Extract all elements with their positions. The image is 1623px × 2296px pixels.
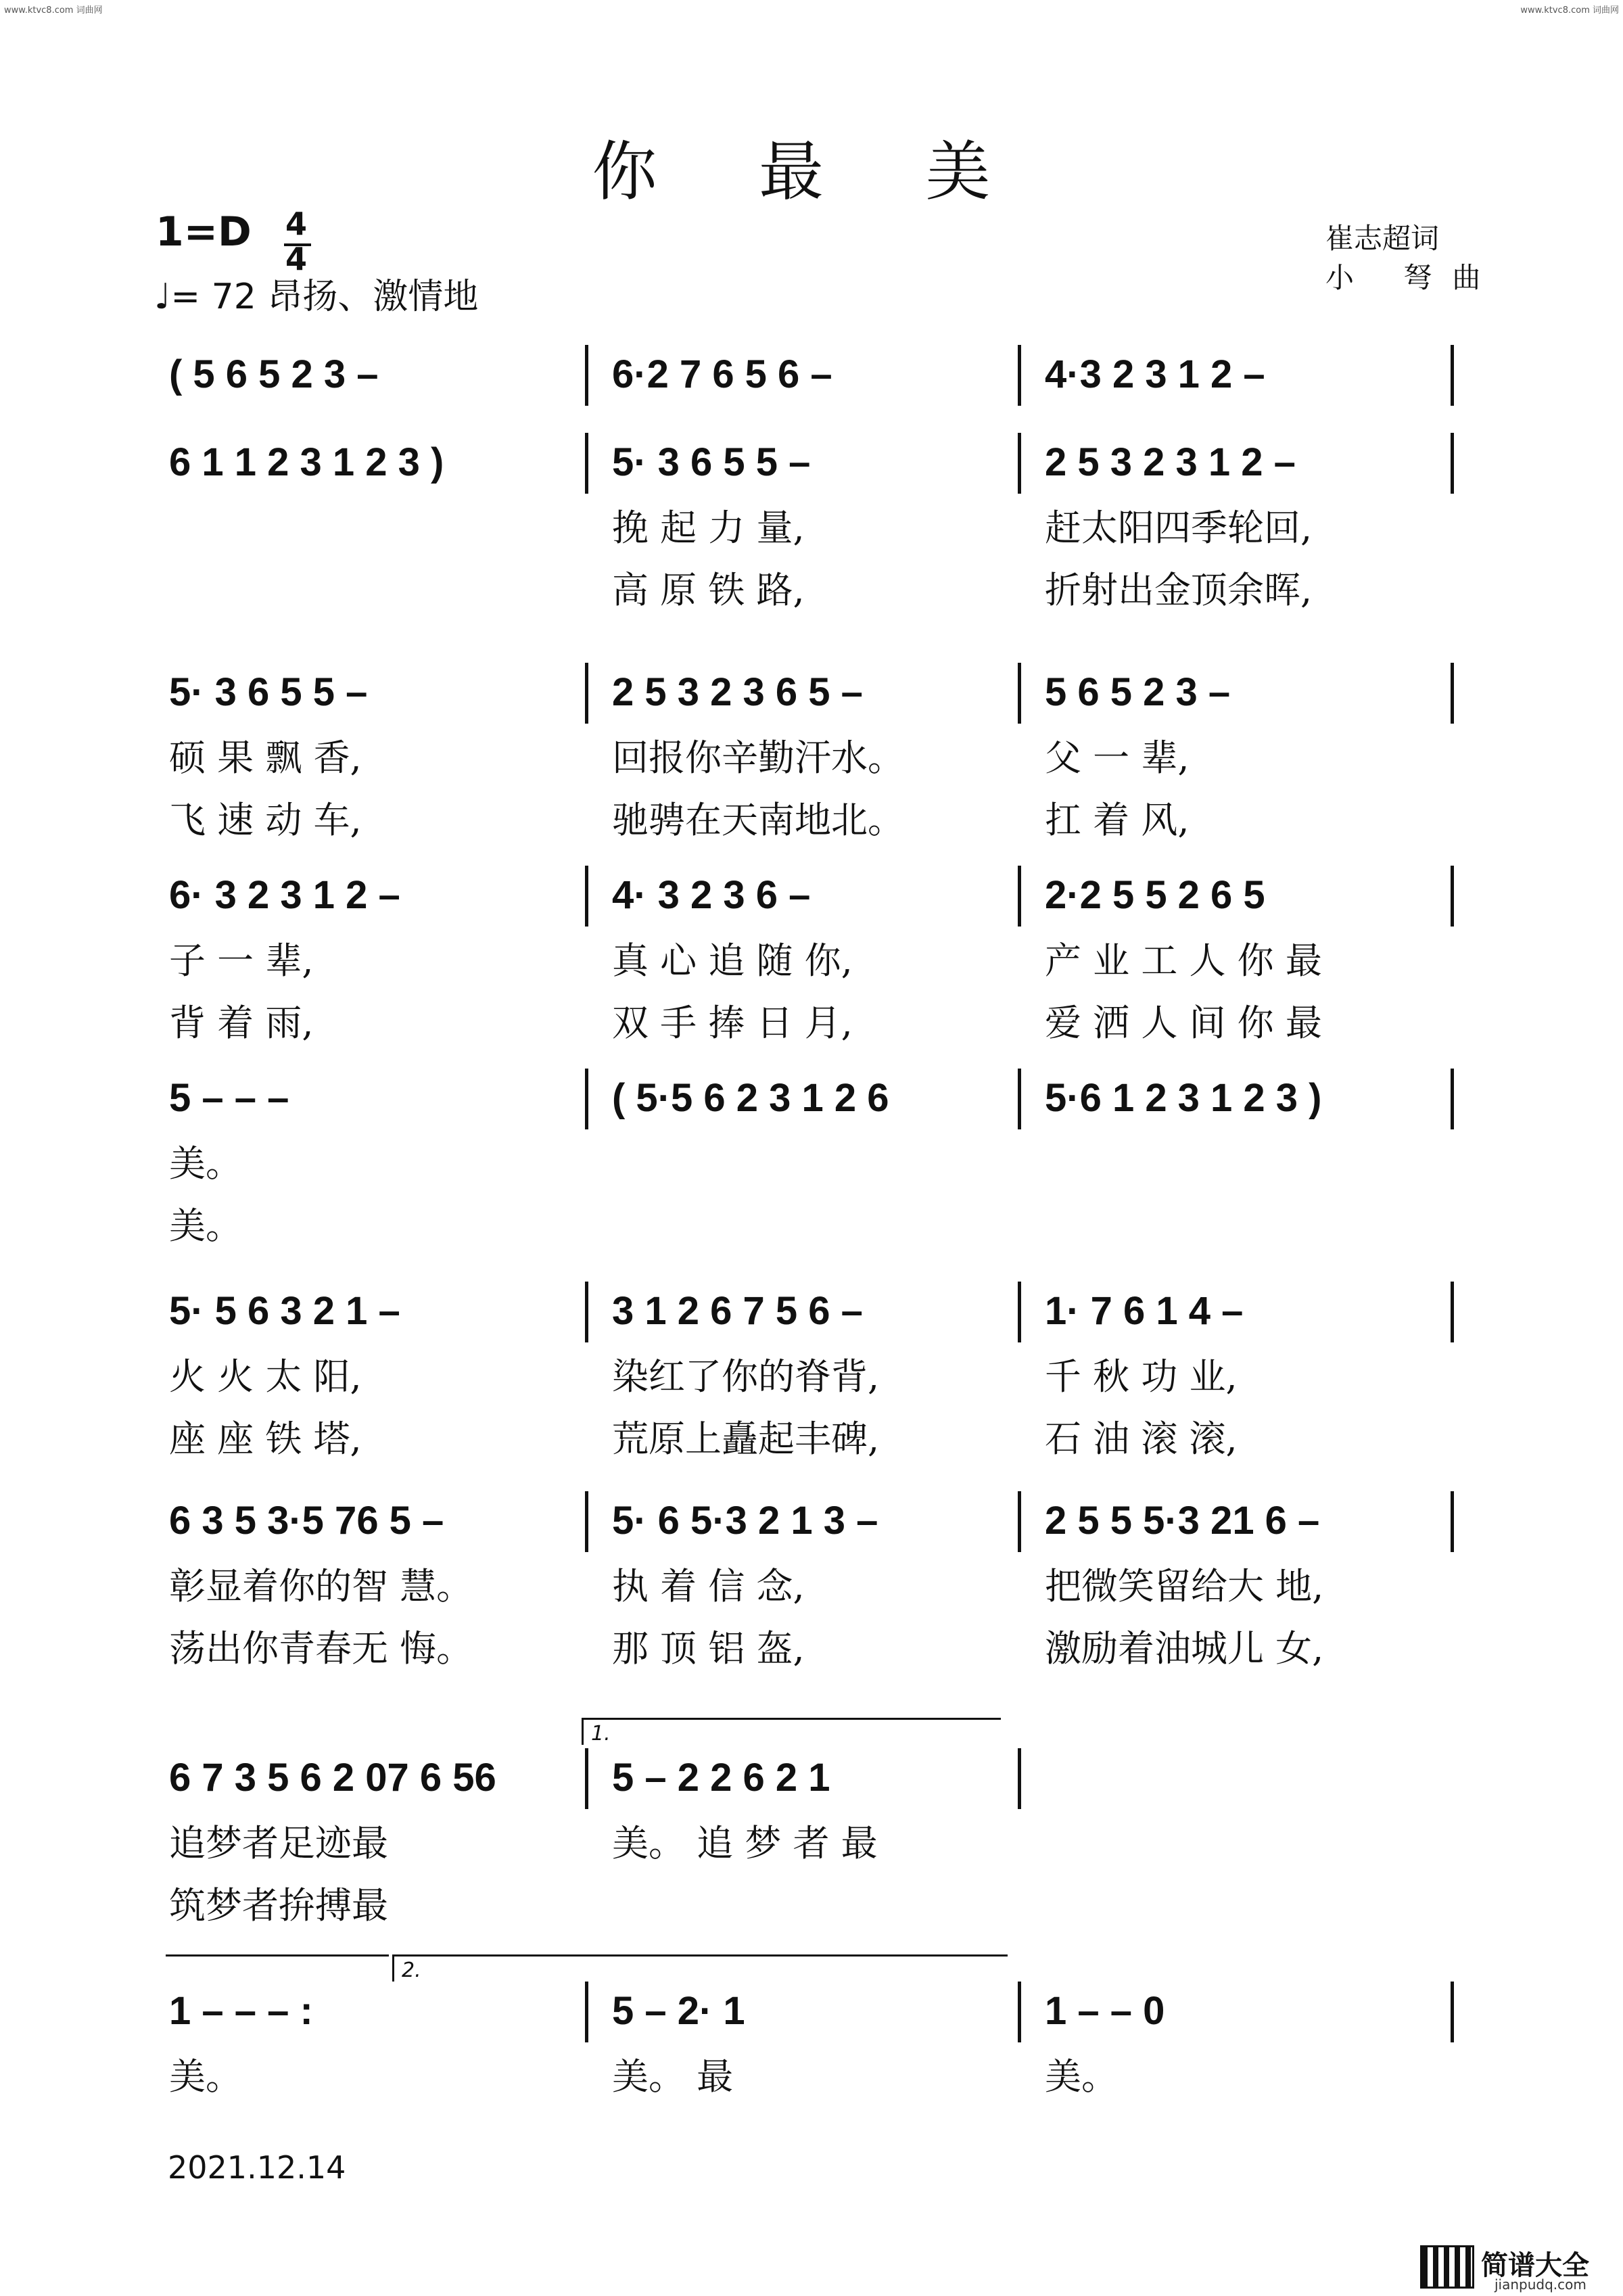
page-title: 你 最 美 xyxy=(592,134,1031,210)
barline xyxy=(1451,1491,1454,1552)
measure-notes: 5·6 1 2 3 1 2 3 ) xyxy=(1045,1076,1322,1120)
lyric-verse2: 筑梦者拚搏最 xyxy=(169,1884,388,1927)
measure-notes: 5· 6 5·3 2 1 3 – xyxy=(612,1499,878,1543)
lyric-verse2: 折射出金顶余晖, xyxy=(1045,569,1313,611)
measure-notes: 6 3 5 3·5 76 5 – xyxy=(169,1499,444,1543)
measure-notes: 2 5 3 2 3 6 5 – xyxy=(612,670,863,714)
ending-bracket-tick xyxy=(392,1954,394,1982)
lyric-verse2: 爱 洒 人 间 你 最 xyxy=(1045,1002,1322,1044)
ending-bracket xyxy=(582,1718,1001,1720)
barline xyxy=(585,866,588,927)
barline xyxy=(585,1982,588,2042)
measure-notes: 1 – – 0 xyxy=(1045,1989,1165,2033)
lyric-verse1: 追梦者足迹最 xyxy=(169,1822,388,1865)
measure-notes: 6·2 7 6 5 6 – xyxy=(612,352,832,396)
lyric-verse1: 硕 果 飘 香, xyxy=(169,736,362,779)
measure-notes: 3 1 2 6 7 5 6 – xyxy=(612,1289,863,1333)
barline xyxy=(1451,663,1454,724)
lyric-verse2: 荡出你青春无 悔。 xyxy=(169,1627,473,1670)
measure-notes: 4· 3 2 3 6 – xyxy=(612,873,811,917)
lyric-verse1: 挽 起 力 量, xyxy=(612,507,805,549)
ending-bracket-tick xyxy=(582,1718,584,1745)
barline xyxy=(1018,345,1021,406)
time-signature-bottom: 4 xyxy=(285,241,308,277)
barline xyxy=(1451,866,1454,927)
measure-notes: 6· 3 2 3 1 2 – xyxy=(169,873,400,917)
lyric-verse1: 彰显着你的智 慧。 xyxy=(169,1565,473,1608)
ending-number: 1. xyxy=(591,1722,611,1746)
lyric-verse2: 那 顶 铝 盔, xyxy=(612,1627,805,1670)
lyric-verse1: 染红了你的脊背, xyxy=(612,1355,880,1398)
lyric-verse2: 石 油 滚 滚, xyxy=(1045,1418,1238,1460)
lyric-verse1: 回报你辛勤汗水。 xyxy=(612,736,904,779)
measure-notes: 4·3 2 3 1 2 – xyxy=(1045,352,1265,396)
lyric-verse1: 产 业 工 人 你 最 xyxy=(1045,939,1322,982)
barline xyxy=(585,1748,588,1809)
measure-notes: 5· 3 6 5 5 – xyxy=(612,440,811,484)
measure-notes: 5 – 2 2 6 2 1 xyxy=(612,1756,830,1800)
lyric-verse2: 荒原上矗起丰碑, xyxy=(612,1418,880,1460)
barline xyxy=(1451,1282,1454,1342)
key-signature: 1=D xyxy=(156,208,252,256)
lyric-verse1: 美。 xyxy=(169,1142,242,1185)
lyric-verse2: 背 着 雨, xyxy=(169,1002,314,1044)
barline xyxy=(1018,663,1021,724)
lyric-verse1: 真 心 追 随 你, xyxy=(612,939,853,982)
barline xyxy=(1018,1748,1021,1809)
lyric-verse1: 火 火 太 阳, xyxy=(169,1355,362,1398)
lyric-verse1: 父 一 辈, xyxy=(1045,736,1190,779)
lyric-verse1: 千 秋 功 业, xyxy=(1045,1355,1238,1398)
measure-notes: 2 5 3 2 3 1 2 – xyxy=(1045,440,1296,484)
lyric-verse1: 美。 xyxy=(169,2055,242,2098)
lyric-verse1: 美。 xyxy=(1045,2055,1118,2098)
lyric-verse2: 座 座 铁 塔, xyxy=(169,1418,362,1460)
measure-notes: ( 5·5 6 2 3 1 2 6 xyxy=(612,1076,889,1120)
barline xyxy=(1018,1069,1021,1129)
barline xyxy=(1451,433,1454,494)
measure-notes: 5· 5 6 3 2 1 – xyxy=(169,1289,400,1333)
barline xyxy=(585,345,588,406)
lyric-verse2: 双 手 捧 日 月, xyxy=(612,1002,853,1044)
lyric-verse2: 驰骋在天南地北。 xyxy=(612,799,904,841)
barline xyxy=(585,1282,588,1342)
measure-notes: 6 7 3 5 6 2 07 6 56 xyxy=(169,1756,496,1800)
barline xyxy=(585,433,588,494)
measure-notes: 5· 3 6 5 5 – xyxy=(169,670,368,714)
measure-notes: 5 – – – xyxy=(169,1076,289,1120)
lyric-verse1: 把微笑留给大 地, xyxy=(1045,1565,1324,1608)
barline xyxy=(585,663,588,724)
ending-bracket xyxy=(166,1954,389,1957)
barline xyxy=(585,1491,588,1552)
barline xyxy=(1018,1491,1021,1552)
measure-notes: 6 1 1 2 3 1 2 3 ) xyxy=(169,440,444,484)
lyric-verse1: 美。 追 梦 者 最 xyxy=(612,1822,878,1865)
lyric-verse2: 高 原 铁 路, xyxy=(612,569,805,611)
watermark-left: www.ktvc8.com 词曲网 xyxy=(4,5,103,16)
barline xyxy=(1018,433,1021,494)
barline xyxy=(1018,1982,1021,2042)
brand-logo-text: 简谱大全 xyxy=(1481,2250,1589,2281)
measure-notes: 1· 7 6 1 4 – xyxy=(1045,1289,1244,1333)
lyric-verse2: 飞 速 动 车, xyxy=(169,799,362,841)
piano-keys-icon xyxy=(1420,2245,1474,2289)
measure-notes: 5 6 5 2 3 – xyxy=(1045,670,1231,714)
lyric-verse2: 激励着油城儿 女, xyxy=(1045,1627,1324,1670)
barline xyxy=(1018,1282,1021,1342)
tempo-marking: ♩= 72 昂扬、激情地 xyxy=(154,277,479,317)
measure-notes: 5 – 2· 1 xyxy=(612,1989,745,2033)
measure-notes: 2 5 5 5·3 21 6 – xyxy=(1045,1499,1320,1543)
time-signature-top: 4 xyxy=(285,206,308,242)
lyric-verse1: 赶太阳四季轮回, xyxy=(1045,507,1313,549)
barline xyxy=(1451,345,1454,406)
lyric-verse2: 扛 着 风, xyxy=(1045,799,1190,841)
composer-credit: 小 弩曲 xyxy=(1325,261,1501,294)
barline xyxy=(585,1069,588,1129)
measure-notes: ( 5 6 5 2 3 – xyxy=(169,352,379,396)
lyric-verse2: 美。 xyxy=(169,1204,242,1247)
date: 2021.12.14 xyxy=(168,2149,346,2186)
measure-notes: 1 – – – : xyxy=(169,1989,313,2033)
measure-notes: 2·2 5 5 2 6 5 xyxy=(1045,873,1265,917)
barline xyxy=(1018,866,1021,927)
brand-url: jianpudq.com xyxy=(1495,2276,1586,2293)
lyric-verse1: 子 一 辈, xyxy=(169,939,314,982)
barline xyxy=(1451,1069,1454,1129)
lyric-verse1: 执 着 信 念, xyxy=(612,1565,805,1608)
barline xyxy=(1451,1982,1454,2042)
lyricist-credit: 崔志超词 xyxy=(1325,222,1440,255)
ending-number: 2. xyxy=(402,1959,421,1982)
ending-bracket xyxy=(392,1954,1008,1957)
watermark-right: www.ktvc8.com 词曲网 xyxy=(1520,5,1619,16)
lyric-verse1: 美。 最 xyxy=(612,2055,734,2098)
